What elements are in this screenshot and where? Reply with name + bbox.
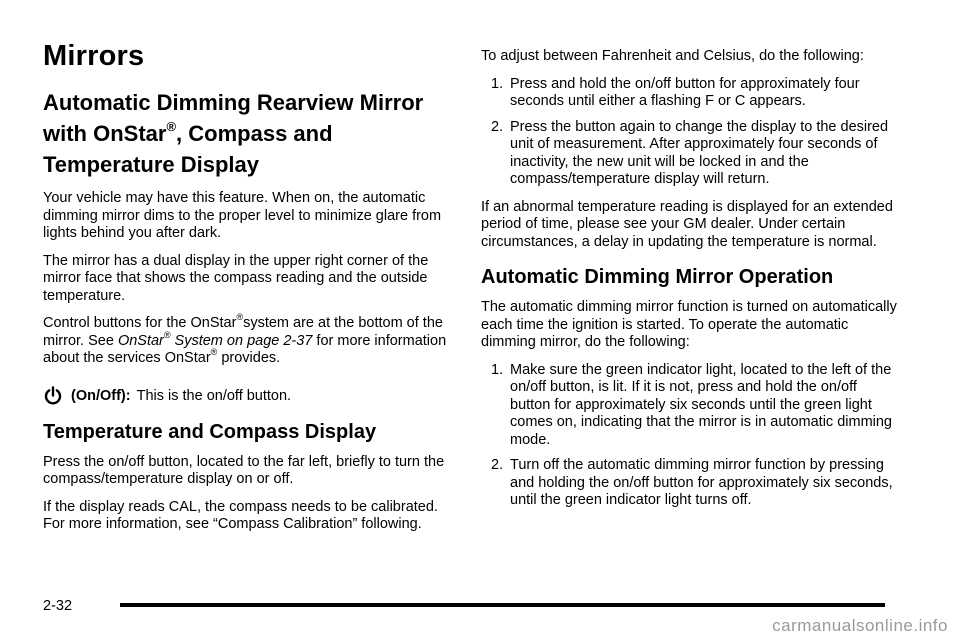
registered-mark: ® xyxy=(236,312,244,322)
footer-divider xyxy=(120,603,885,607)
control-text-4: provides. xyxy=(217,350,281,366)
control-text-2: system are at the bottom of the mirror. See xyxy=(43,315,443,349)
list-item: 2. Turn off the automatic dimming mirror function by pressing and holding the on/off button for approximately six seconds, until the green indicator light turns off. xyxy=(491,457,893,508)
list-item: 1. Make sure the green indicator light, located to the left of the on/off button, is lit. If it is not, press and hold the on/off button for approximately six seconds until the green light comes on, indicating that the mirror is in automatic dimming mode. xyxy=(491,361,892,448)
left-column xyxy=(43,40,451,544)
list-item: 1. Press and hold the on/off button for approximately four seconds until either a flashing F or C appears. xyxy=(491,75,860,109)
power-icon xyxy=(43,386,63,406)
paragraph-calibration: If the display reads CAL, the compass needs to be calibrated. For more information, see “Compass Calibration” following. xyxy=(43,498,438,532)
registered-mark: ® xyxy=(166,119,177,134)
page-title: Mirrors xyxy=(43,40,145,72)
paragraph-dual-display: The mirror has a dual display in the upper right corner of the mirror face that shows the compass reading and the outside temperature. xyxy=(43,252,429,304)
adjust-steps-list xyxy=(481,76,901,189)
section-heading-temperature-compass: Temperature and Compass Display xyxy=(43,420,377,443)
page-number: 2-32 xyxy=(43,598,73,614)
right-column xyxy=(481,48,901,520)
paragraph-press-button: Press the on/off button, located to the far left, briefly to turn the compass/temperature display on or off. xyxy=(43,453,445,487)
control-text-3: for more information about the services OnStar xyxy=(43,332,447,366)
heading-line3: Temperature Display xyxy=(43,152,260,177)
power-description: This is the on/off button. xyxy=(136,387,292,404)
onstar-link-text: OnStar xyxy=(117,332,164,349)
paragraph-abnormal-reading: If an abnormal temperature reading is displayed for an extended period of time, please see your GM dealer. Under certain circumstances, a delay in updating the temperature is normal. xyxy=(481,198,893,250)
power-label: (On/Off): xyxy=(71,387,131,404)
heading-line2-post: , Compass and xyxy=(176,121,333,146)
heading-line2-pre: with OnStar xyxy=(43,121,167,146)
paragraph-operation: The automatic dimming mirror function is turned on automatically each time the ignition is started. To operate the automatic dimming mirror, do the following: xyxy=(481,299,897,350)
control-text-1: Control buttons for the OnStar xyxy=(43,315,237,331)
section-heading-dimming-operation: Automatic Dimming Mirror Operation xyxy=(481,266,834,288)
paragraph-adjust-units: To adjust between Fahrenheit and Celsius, do the following: xyxy=(481,48,864,64)
paragraph-control-buttons xyxy=(43,312,451,368)
registered-mark: ® xyxy=(163,329,171,340)
list-item: 2. Press the button again to change the display to the desired unit of measurement. After approximately four seconds of inactivity, the new unit will be locked in and the compass/temperature display will return. xyxy=(491,118,889,187)
registered-mark: ® xyxy=(210,347,218,357)
operation-steps-list xyxy=(481,362,901,510)
heading-line1: Automatic Dimming Rearview Mirror xyxy=(43,90,424,115)
watermark: carmanualsonline.info xyxy=(772,616,948,635)
paragraph-feature: Your vehicle may have this feature. When on, the automatic dimming mirror dims to the proper level to minimize glare from lights behind you after dark. xyxy=(43,190,442,241)
onstar-link-page: System on page 2-37 xyxy=(170,332,313,349)
power-button-description xyxy=(43,386,451,406)
section-heading-rearview-mirror xyxy=(43,87,451,180)
